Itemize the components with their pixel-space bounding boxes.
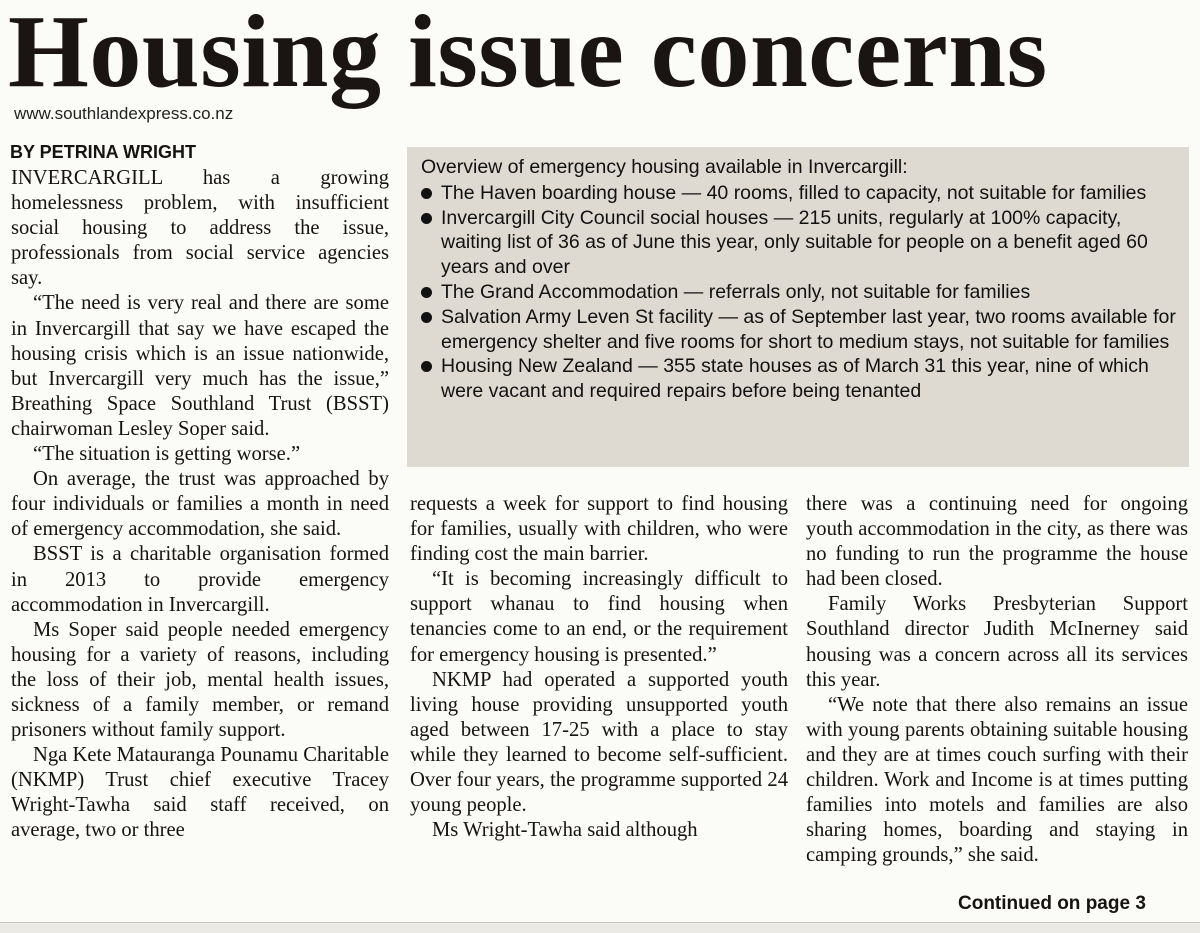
article-paragraph: Ms Soper said people needed emergency housing for a variety of reasons, including the loss of their job, mental health issues, sickness of a family member, or remand prisoners without family support. bbox=[11, 618, 389, 742]
article-paragraph: Family Works Presbyterian Support Southland director Judith McInerney said housing was a concern across all its services this year. bbox=[806, 593, 1188, 691]
continued-on-page-note: Continued on page 3 bbox=[958, 893, 1146, 914]
overview-item-text: Salvation Army Leven St facility — as of September last year, two rooms available for emergency shelter and five rooms for short to medium stays, not suitable for families bbox=[441, 305, 1176, 353]
byline: BY PETRINA WRIGHT bbox=[10, 142, 197, 162]
article-paragraph: there was a continuing need for ongoing youth accommodation in the city, as there was no funding to run the programme the house had been closed. bbox=[806, 493, 1188, 591]
overview-list bbox=[421, 181, 1177, 404]
article-paragraph: “The situation is getting worse.” bbox=[33, 443, 301, 466]
article-paragraph: “We note that there also remains an issue with young parents obtaining suitable housing and they are at times couch surfing with their children. Work and Income is at times putting families into motels and families are also sharing homes, boarding and staying in camping grounds,” she said. bbox=[806, 693, 1188, 867]
overview-item-text: Invercargill City Council social houses — 215 units, regularly at 100% capacity, waiting list of 36 as of June this year, only suitable for people on a benefit aged 60 years and over bbox=[441, 206, 1148, 279]
article-column-1 bbox=[11, 166, 389, 916]
article-paragraph: “It is becoming increasingly difficult to support whanau to find housing when tenancies come to an end, or the requirement for emergency housing is presented.” bbox=[410, 568, 788, 666]
overview-item bbox=[421, 280, 1177, 305]
article-paragraph: requests a week for support to find housing for families, usually with children, who were finding cost the main barrier. bbox=[410, 493, 788, 566]
article-paragraph: INVERCARGILL has a growing homelessness problem, with insufficient social housing to address the issue, professionals from social service agencies say. bbox=[11, 167, 389, 290]
article-column-2 bbox=[410, 492, 788, 920]
article-column-3 bbox=[806, 492, 1188, 892]
article-paragraph: Ms Wright-Tawha said although bbox=[432, 819, 698, 842]
overview-item bbox=[421, 305, 1177, 355]
page-bottom-edge bbox=[0, 922, 1200, 933]
overview-item-text: The Grand Accommodation — referrals only, not suitable for families bbox=[441, 280, 1031, 303]
overview-title: Overview of emergency housing available in Invercargill: bbox=[421, 156, 908, 178]
article-paragraph: BSST is a charitable organisation formed in 2013 to provide emergency accommodation in Invercargill. bbox=[11, 543, 389, 616]
bullet-icon bbox=[421, 312, 432, 323]
headline: Housing issue concerns bbox=[8, 0, 1048, 109]
emergency-housing-overview-box bbox=[407, 147, 1189, 467]
overview-item bbox=[421, 181, 1177, 206]
overview-item-text: The Haven boarding house — 40 rooms, filled to capacity, not suitable for families bbox=[441, 181, 1147, 204]
website-url: www.southlandexpress.co.nz bbox=[14, 104, 234, 123]
article-paragraph: “The need is very real and there are some in Invercargill that say we have escaped the housing crisis which is an issue nationwide, but Invercargill very much has the issue,” Breathing Space Southland Trust (BSST) chairwoman Lesley Soper said. bbox=[11, 292, 389, 440]
article-paragraph: NKMP had operated a supported youth living house providing unsupported youth aged between 17-25 with a place to stay while they learned to become self-sufficient. Over four years, the programme supported 24 young people. bbox=[410, 668, 788, 817]
overview-item bbox=[421, 206, 1177, 280]
bullet-icon bbox=[421, 361, 432, 372]
overview-item-text: Housing New Zealand — 355 state houses as of March 31 this year, nine of which were vacant and required repairs before being tenanted bbox=[441, 355, 1149, 403]
bullet-icon bbox=[421, 213, 432, 224]
article-paragraph: On average, the trust was approached by four individuals or families a month in need of emergency accommodation, she said. bbox=[11, 468, 389, 541]
bullet-icon bbox=[421, 287, 432, 298]
bullet-icon bbox=[421, 188, 432, 199]
article-paragraph: Nga Kete Matauranga Pounamu Charitable (NKMP) Trust chief executive Tracey Wright-Tawha said staff received, on average, two or three bbox=[11, 744, 389, 842]
overview-item bbox=[421, 354, 1177, 404]
